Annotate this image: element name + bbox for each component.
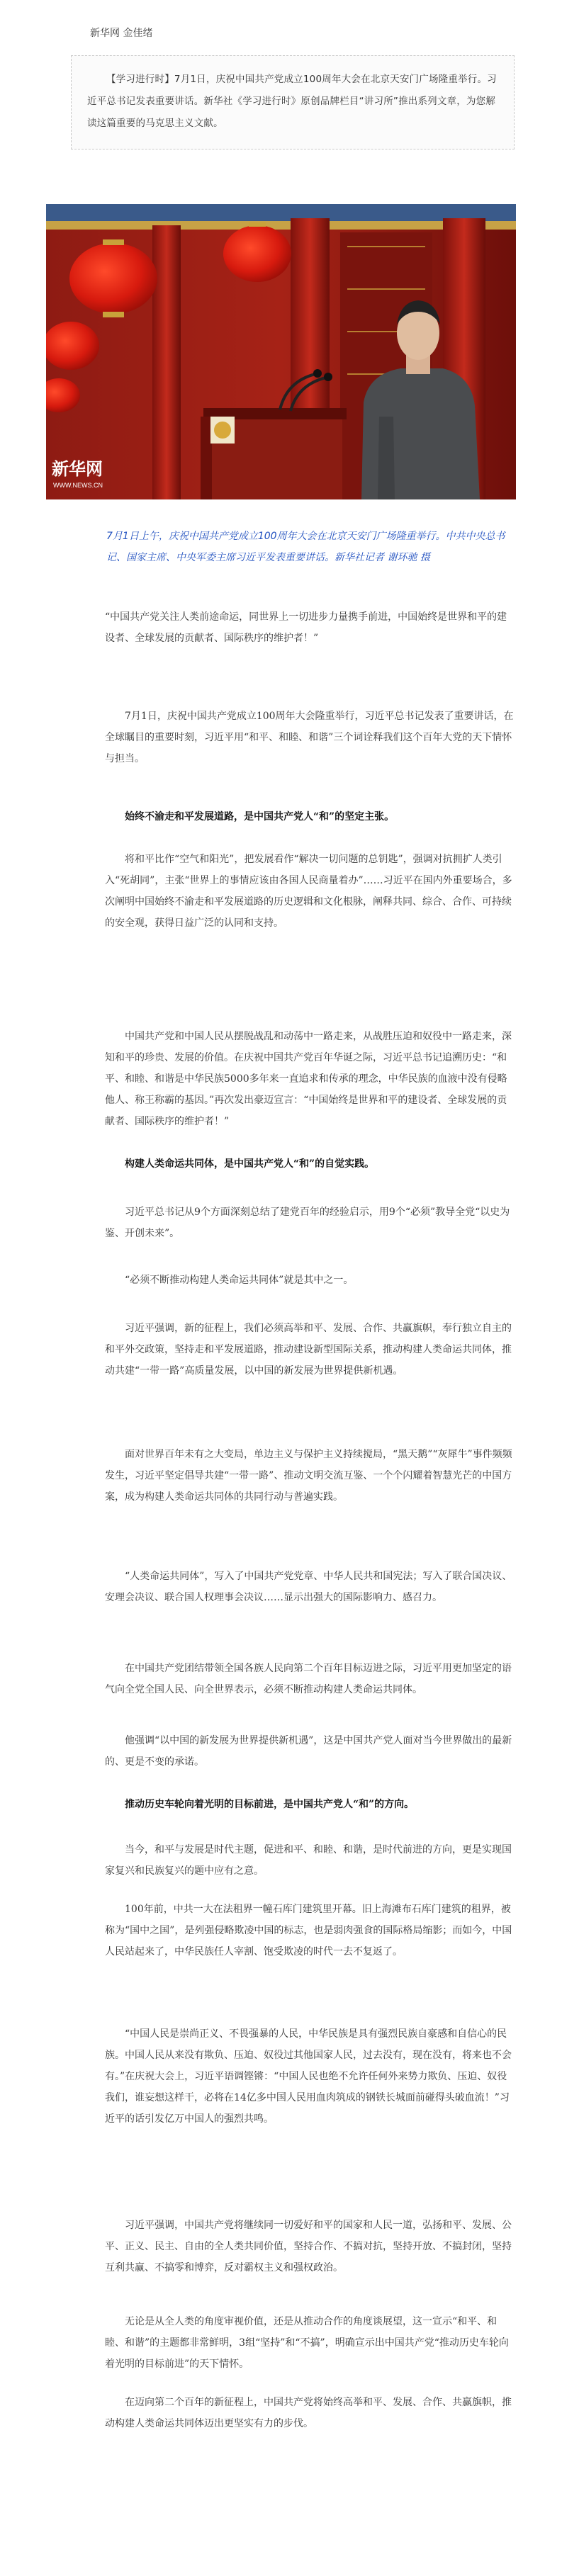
logo-subtext: WWW.NEWS.CN (53, 482, 103, 489)
news-photo (46, 204, 516, 499)
paragraph-13: 100年前，中共一大在法租界一幢石库门建筑里开幕。旧上海滩布石库门建筑的租界，被称为“国中之国”，是列强侵略欺凌中国的标志，也是弱肉强食的国际格局缩影；而如今，中国人民站起来了，中华民族任人宰割、饱受欺凌的时代一去不复返了。 (105, 1904, 512, 1958)
lead-box (71, 55, 515, 149)
paragraph-6: “必须不断推动构建人类命运共同体”就是其中之一。 (125, 1275, 354, 1286)
paragraph-14: “中国人民是崇尚正义、不畏强暴的人民，中华民族是具有强烈民族自豪感和自信心的民族。中国人民从来没有欺负、压迫、奴役过其他国家人民，过去没有，现在没有，将来也不会有。”在庆祝大会上，习近平语调铿锵：“中国人民也绝不允许任何外来势力欺负、压迫、奴役我们，谁妄想这样干，必将在14亿多中国人民用血肉筑成的钢铁长城面前碰得头破血流！”习近平的话引发亿万中国人的强烈共鸣。 (105, 2028, 512, 2125)
paragraph-17: 在迈向第二个百年的新征程上，中国共产党将始终高举和平、发展、合作、共赢旗帜，推动构建人类命运共同体迈出更坚实有力的步伐。 (105, 2397, 512, 2429)
paragraph-11: 他强调“以中国的新发展为世界提供新机遇”，这是中国共产党人面对当今世界做出的最新的、更是不变的承诺。 (105, 1735, 512, 1768)
paragraph-10: 在中国共产党团结带领全国各族人民向第二个百年目标迈进之际，习近平用更加坚定的语气向全党全国人民、向全世界表示，必须不断推动构建人类命运共同体。 (105, 1663, 512, 1695)
paragraph-2: 7月1日，庆祝中国共产党成立100周年大会隆重举行，习近平总书记发表了重要讲话，在全球瞩目的重要时刻，习近平用“和平、和睦、和谐”三个词诠释我们这个百年大党的天下情怀与担当。 (105, 711, 514, 764)
paragraph-5: 习近平总书记从9个方面深刻总结了建党百年的经验启示，用9个“必须”教导全党“以史为鉴、开创未来”。 (105, 1207, 510, 1239)
paragraph-15: 习近平强调，中国共产党将继续同一切爱好和平的国家和人民一道，弘扬和平、发展、公平、正义、民主、自由的全人类共同价值，坚持合作、不搞对抗，坚持开放、不搞封闭，坚持互利共赢、不搞零和博弈，反对霸权主义和强权政治。 (105, 2220, 512, 2273)
section-heading-3: 推动历史车轮向着光明的目标前进，是中国共产党人“和”的方向。 (125, 1799, 415, 1810)
section-heading-2: 构建人类命运共同体，是中国共产党人“和”的自觉实践。 (125, 1158, 375, 1170)
xinhuanet-logo (52, 459, 103, 489)
logo-text: 新华网 (52, 460, 103, 479)
byline: 新华网 金佳绪 (90, 28, 153, 39)
paragraph-16: 无论是从全人类的角度审视价值，还是从推动合作的角度谈展望，这一宣示“和平、和睦、和谐”的主题都非常鲜明，3组“坚持”和“不搞”，明确宣示出中国共产党“推动历史车轮向着光明的目标前进”的天下情怀。 (105, 2316, 509, 2370)
section-heading-1: 始终不渝走和平发展道路，是中国共产党人“和”的坚定主张。 (125, 811, 395, 823)
paragraph-12: 当今，和平与发展是时代主题，促进和平、和睦、和谐，是时代前进的方向，更是实现国家复兴和民族复兴的题中应有之意。 (105, 1844, 512, 1877)
paragraph-3: 将和平比作“空气和阳光”，把发展看作“解决一切问题的总钥匙”，强调对抗拥扩人类引入“死胡同”，主张“世界上的事情应该由各国人民商量着办”……习近平在国内外重要场合，多次阐明中国始终不渝走和平发展道路的历史逻辑和文化根脉，阐释共同、综合、合作、可持续的安全观，获得日益广泛的认同和支持。 (105, 854, 512, 929)
lead-text: 【学习进行时】7月1日，庆祝中国共产党成立100周年大会在北京天安门广场隆重举行。习近平总书记发表重要讲话。新华社《学习进行时》原创品牌栏目“讲习所”推出系列文章，为您解读这篇重要的马克思主义文献。 (87, 74, 497, 129)
news-photo-illustration (46, 204, 516, 499)
photo-caption: 7月1日上午，庆祝中国共产党成立100周年大会在北京天安门广场隆重举行。中共中央总书记、国家主席、中央军委主席习近平发表重要讲话。新华社记者 谢环驰 摄 (106, 531, 505, 563)
paragraph-9: “人类命运共同体”，写入了中国共产党党章、中华人民共和国宪法；写入了联合国决议、安理会决议、联合国人权理事会决议……显示出强大的国际影响力、感召力。 (105, 1571, 512, 1603)
paragraph-7: 习近平强调，新的征程上，我们必须高举和平、发展、合作、共赢旗帜，奉行独立自主的和平外交政策，坚持走和平发展道路，推动建设新型国际关系，推动构建人类命运共同体，推动共建“一带一路”高质量发展，以中国的新发展为世界提供新机遇。 (105, 1323, 512, 1377)
paragraph-1: “中国共产党关注人类前途命运，同世界上一切进步力量携手前进，中国始终是世界和平的建设者、全球发展的贡献者、国际秩序的维护者！” (105, 611, 507, 644)
podium-icon (201, 408, 347, 499)
paragraph-8: 面对世界百年未有之大变局，单边主义与保护主义持续搅局，“黑天鹅”“灰犀牛”事件频频发生，习近平坚定倡导共建“一带一路”、推动文明交流互鉴、一个个闪耀着智慧光芒的中国方案，成为构建人类命运共同体的共同行动与普遍实践。 (105, 1449, 512, 1503)
paragraph-4: 中国共产党和中国人民从摆脱战乱和动荡中一路走来，从战胜压迫和奴役中一路走来，深知和平的珍贵、发展的价值。在庆祝中国共产党百年华诞之际，习近平总书记追溯历史：“和平、和睦、和谐是中华民族5000多年来一直追求和传承的理念，中华民族的血液中没有侵略他人、称王称霸的基因。”再次发出豪迈宣言：“中国始终是世界和平的建设者、全球发展的贡献者、国际秩序的维护者！” (105, 1031, 512, 1127)
